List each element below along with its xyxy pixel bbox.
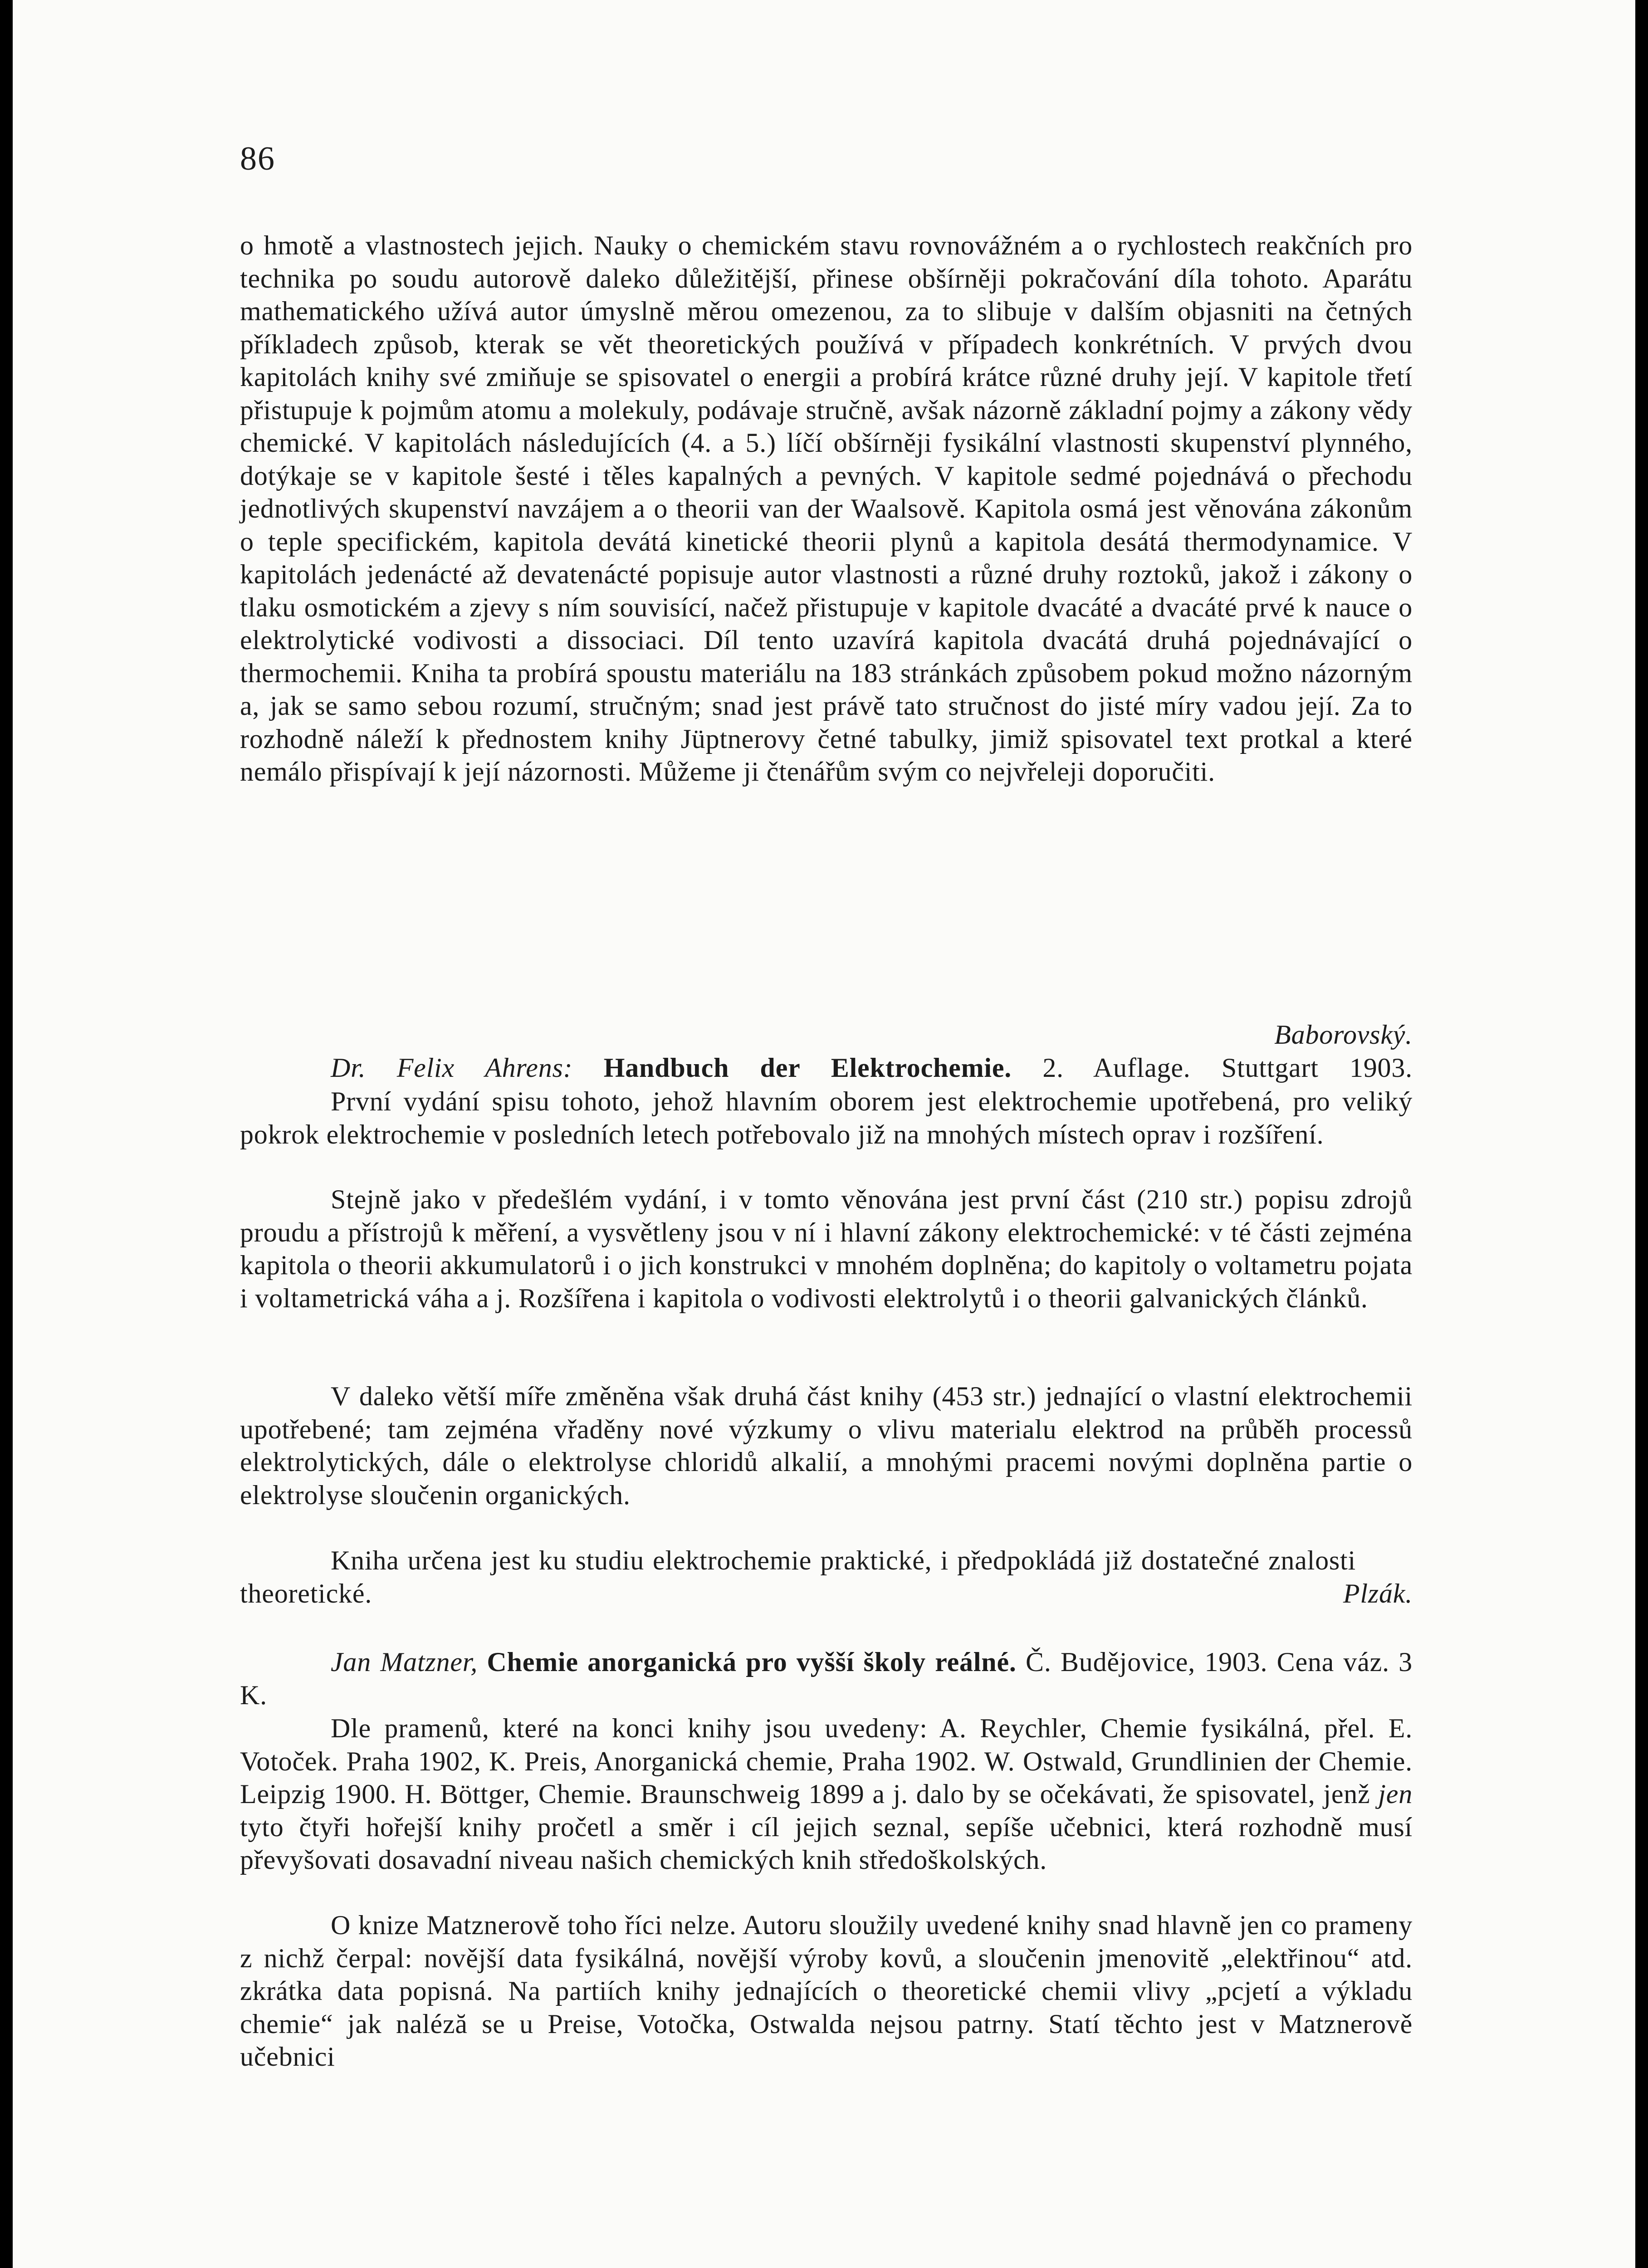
review3-publication: Č. Budějovice, 1903. Cena váz. 3 K. xyxy=(240,1647,1413,1710)
review1-signature: Baborovský. xyxy=(1274,1020,1413,1050)
review3-paragraph-1 xyxy=(240,1712,1413,1877)
review3-p1-text-a: Dle pramenů, které na konci knihy jsou uvedeny: A. Reychler, Chemie fysikálná, přel. E. Votoček. Praha 1902, K. Preis, Anorganická chemie, Praha 1902. W. Ostwald, Grundlinien der Chemie. Leipzig 1900. H. Böttger, Chemie. Braunschweig 1899 a j. dalo by se očekávati, že spisovatel, jenž xyxy=(240,1713,1413,1809)
review3-author: Jan Matzner, xyxy=(331,1647,478,1677)
review2-paragraph-1: První vydání spisu tohoto, jehož hlavním oborem jest elektrochemie upotřebená, pro veliký pokrok elektrochemie v posledních letech potřebovalo již na mnohých místech oprav i rozšíření. xyxy=(240,1086,1413,1149)
review2-heading xyxy=(240,1051,1413,1085)
review3-paragraph-2: O knize Matznerově toho říci nelze. Autoru sloužily uvedené knihy snad hlavně jen co prameny z nichž čerpal: novější data fysikálná, novější výroby kovů, a sloučenin jmenovitě „elektřinou“ atd. zkrátka data popisná. Na partiích knihy jednajících o theoretické chemii vlivy „pcjetí a výkladu chemie“ jak naléză se u Preise, Votočka, Ostwalda nejsou patrny. Statí těchto jest v Matznerově učebnici xyxy=(240,1910,1413,2072)
review2-publication: 2. Auflage. Stuttgart 1903. xyxy=(1042,1053,1413,1083)
review2-title: Handbuch der Elektrochemie. xyxy=(603,1053,1012,1083)
review2-paragraph-4: Kniha určena jest ku studiu elektrochemie praktické, i předpokládá již dostatečné znalosti theoretické. xyxy=(240,1545,1356,1608)
review3-p1-text-b: tyto čtyři hořejší knihy pročetl a směr i cíl jejich seznal, sepíše učebnici, která rozhodně musí převyšovati dosavadní niveau našich chemických knih středoškolských. xyxy=(240,1812,1413,1875)
review3-p1-emphasis: jen xyxy=(1378,1779,1413,1809)
review1-paragraph: o hmotě a vlastnostech jejich. Nauky o chemickém stavu rovnovážném a o rychlostech reakčních pro technika po soudu autorově daleko důležitější, přinese obšírněji pokračování díla tohoto. Aparátu mathematického užívá autor úmyslně měrou omezenou, za to slibuje v dalším objasniti na četných příkladech způsob, kterak se vět theoretických používá v případech konkrétních. V prvých dvou kapitolách knihy své zmiňuje se spisovatel o energii a probírá krátce různé druhy její. V kapitole třetí přistupuje k pojmům atomu a molekuly, podávaje stručně, avšak názorně základní pojmy a zákony vědy chemické. V kapitolách následujících (4. a 5.) líčí obšírněji fysikální vlastnosti skupenství plynného, dotýkaje se v kapitole šesté i těles kapalných a pevných. V kapitole sedmé pojednává o přechodu jednotlivých skupenství navzájem a o theorii van der Waalsově. Kapitola osmá jest věnována zákonům o teple specifickém, kapitola devátá kinetické theorii plynů a kapitola desátá thermodynamice. V kapitolách jedenácté až devatenácté popisuje autor vlastnosti a různé druhy roztoků, jakož i zákony o tlaku osmotickém a zjevy s ním souvisící, načež přistupuje v kapitole dvacáté a dvacáté prvé k nauce o elektrolytické vodivosti a dissociaci. Díl tento uzavírá kapitola dvacátá druhá pojednávající o thermochemii. Kniha ta probírá spoustu materiálu na 183 stránkách způsobem pokud možno názorným a, jak se samo sebou rozumí, stručným; snad jest právě tato stručnost do jisté míry vadou její. Za to rozhodně náleží k přednostem knihy Jüptnerovy četné tabulky, jimiž spisovatel text protkal a které nemálo přispívají k její názornosti. Můžeme ji čtenářům svým co nejvřeleji doporučiti. xyxy=(240,230,1413,787)
review3-title: Chemie anorganická pro vyšší školy reálné. xyxy=(487,1647,1017,1677)
review2-paragraph-3: V daleko větší míře změněna však druhá část knihy (453 str.) jednající o vlastní elektrochemii upotřebené; tam zejména vřaděny nové výzkumy o vlivu materialu elektrod na průběh processů elektrolytických, dále o elektrolyse chloridů alkalií, a mnohými pracemi novými doplněna partie o elektrolyse sloučenin organických. xyxy=(240,1381,1413,1510)
page-number: 86 xyxy=(240,140,275,177)
page-sheet xyxy=(13,0,1635,2268)
review2-paragraph-2: Stejně jako v předešlém vydání, i v tomto věnována jest první část (210 str.) popisu zdrojů proudu a přístrojů k měření, a vysvětleny jsou v ní i hlavní zákony elektrochemické: v té části zejména kapitola o theorii akkumulatorů i o jich konstrukci v mnohém doplněna; do kapitoly o voltametru pojata i voltametrická váha a j. Rozšířena i kapitola o vodivosti elektrolytů i o theorii galvanických článků. xyxy=(240,1184,1413,1313)
review2-author: Dr. Felix Ahrens: xyxy=(331,1053,573,1083)
review2-signature: Plzák. xyxy=(1343,1579,1413,1608)
review3-heading xyxy=(240,1646,1413,1711)
